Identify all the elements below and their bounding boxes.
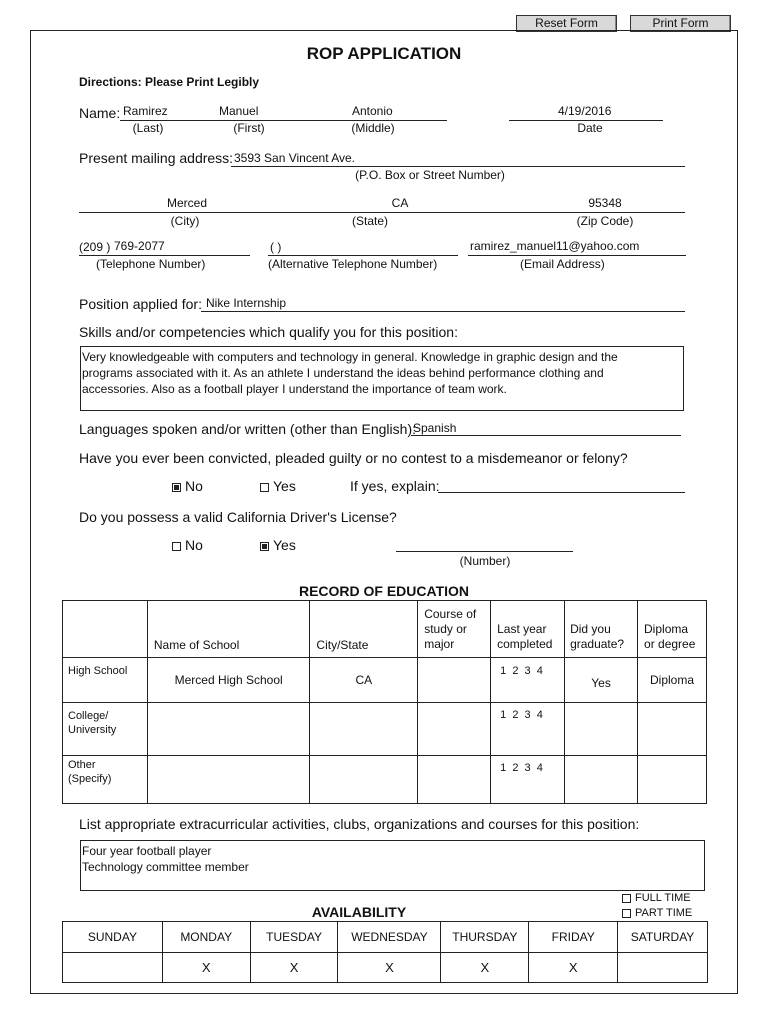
city-cell[interactable] bbox=[310, 756, 418, 804]
day-thursday: THURSDAY bbox=[441, 922, 529, 953]
email-underline bbox=[468, 255, 686, 256]
position-underline bbox=[201, 311, 685, 312]
day-sunday: SUNDAY bbox=[63, 922, 163, 953]
area-code-field[interactable]: (209 ) bbox=[79, 240, 111, 254]
middle-name-field[interactable]: Antonio bbox=[352, 104, 393, 118]
full-time-label: FULL TIME bbox=[635, 892, 691, 904]
name-label: Name: bbox=[79, 105, 121, 121]
education-row bbox=[63, 756, 707, 804]
zip-caption: (Zip Code) bbox=[576, 214, 634, 228]
full-time-checkbox[interactable] bbox=[622, 894, 631, 903]
license-no-label: No bbox=[185, 537, 203, 553]
row-label: Other (Specify) bbox=[63, 756, 148, 804]
years-cell[interactable]: 1 2 3 4 bbox=[491, 658, 565, 703]
header-last-year: Last year completed bbox=[491, 601, 565, 658]
availability-marks-row bbox=[63, 953, 708, 983]
skills-label: Skills and/or competencies which qualify you for this position: bbox=[79, 324, 458, 340]
date-caption: Date bbox=[577, 121, 603, 135]
city-cell[interactable]: CA bbox=[310, 658, 418, 703]
city-state-zip-underline bbox=[79, 212, 685, 213]
convicted-no-option[interactable] bbox=[172, 478, 203, 494]
zip-field[interactable]: 95348 bbox=[588, 196, 622, 210]
school-cell[interactable] bbox=[147, 703, 310, 756]
street-underline bbox=[231, 166, 685, 167]
license-no-checkbox[interactable] bbox=[172, 542, 181, 551]
education-row bbox=[63, 703, 707, 756]
availability-table bbox=[62, 921, 708, 983]
header-diploma: Diploma or degree bbox=[638, 601, 707, 658]
directions: Directions: Please Print Legibly bbox=[79, 75, 260, 89]
convicted-yes-label: Yes bbox=[273, 478, 296, 494]
convicted-no-checkbox[interactable] bbox=[172, 483, 181, 492]
day-monday: MONDAY bbox=[162, 922, 250, 953]
part-time-label: PART TIME bbox=[635, 907, 693, 919]
reset-form-button[interactable]: Reset Form bbox=[516, 15, 617, 32]
row-label: High School bbox=[63, 658, 148, 703]
school-cell[interactable] bbox=[147, 756, 310, 804]
email-field[interactable]: ramirez_manuel11@yahoo.com bbox=[470, 239, 640, 253]
email-caption: (Email Address) bbox=[520, 257, 605, 271]
alt-phone-caption: (Alternative Telephone Number) bbox=[268, 257, 438, 271]
license-yes-checkbox[interactable] bbox=[260, 542, 269, 551]
graduate-cell[interactable] bbox=[565, 703, 638, 756]
row-label: College/ University bbox=[63, 703, 148, 756]
major-cell[interactable] bbox=[418, 703, 491, 756]
header-city-state: City/State bbox=[310, 601, 418, 658]
mark-monday[interactable]: X bbox=[162, 953, 250, 983]
languages-label: Languages spoken and/or written (other than English): bbox=[79, 421, 416, 437]
license-question: Do you possess a valid California Driver's License? bbox=[79, 509, 397, 525]
address-label: Present mailing address: bbox=[79, 150, 234, 166]
skills-line: programs associated with it. As an athlete I understand the ideas behind performance clothing and bbox=[82, 366, 604, 380]
languages-underline bbox=[411, 435, 681, 436]
mark-wednesday[interactable]: X bbox=[338, 953, 441, 983]
availability-title: AVAILABILITY bbox=[311, 904, 407, 920]
mark-tuesday[interactable]: X bbox=[250, 953, 338, 983]
alt-phone-field[interactable]: ( ) bbox=[270, 240, 282, 254]
first-caption: (First) bbox=[233, 121, 265, 135]
degree-cell[interactable] bbox=[638, 703, 707, 756]
license-yes-label: Yes bbox=[273, 537, 296, 553]
degree-cell[interactable] bbox=[638, 756, 707, 804]
explain-label: If yes, explain: bbox=[350, 478, 440, 494]
skills-line: accessories. Also as a football player I understand the importance of team work. bbox=[82, 382, 507, 396]
convicted-no-label: No bbox=[185, 478, 203, 494]
graduate-cell[interactable] bbox=[565, 756, 638, 804]
print-form-button[interactable]: Print Form bbox=[630, 15, 731, 32]
city-field[interactable]: Merced bbox=[166, 196, 207, 210]
extracurricular-line: Four year football player bbox=[82, 844, 212, 858]
city-caption: (City) bbox=[170, 214, 200, 228]
extracurricular-textbox[interactable] bbox=[80, 840, 705, 891]
education-title: RECORD OF EDUCATION bbox=[298, 583, 470, 599]
city-cell[interactable] bbox=[310, 703, 418, 756]
full-time-option[interactable] bbox=[622, 892, 691, 904]
license-number-caption: (Number) bbox=[459, 554, 511, 568]
first-name-field[interactable]: Manuel bbox=[219, 104, 259, 118]
mark-friday[interactable]: X bbox=[529, 953, 618, 983]
license-yes-option[interactable] bbox=[260, 537, 296, 553]
mark-thursday[interactable]: X bbox=[441, 953, 529, 983]
day-wednesday: WEDNESDAY bbox=[338, 922, 441, 953]
day-saturday: SATURDAY bbox=[618, 922, 708, 953]
phone-field[interactable]: 769-2077 bbox=[114, 239, 165, 253]
education-table bbox=[62, 600, 707, 804]
education-header-row bbox=[63, 601, 707, 658]
phone-underline bbox=[79, 255, 250, 256]
convicted-yes-option[interactable] bbox=[260, 478, 296, 494]
major-cell[interactable] bbox=[418, 658, 491, 703]
license-no-option[interactable] bbox=[172, 537, 203, 553]
education-header-blank bbox=[63, 601, 148, 658]
education-row bbox=[63, 658, 707, 703]
date-field[interactable]: 4/19/2016 bbox=[558, 104, 612, 118]
years-cell[interactable]: 1 2 3 4 bbox=[491, 756, 565, 804]
position-label: Position applied for: bbox=[79, 296, 202, 312]
header-course: Course of study or major bbox=[418, 601, 491, 658]
phone-caption: (Telephone Number) bbox=[96, 257, 206, 271]
languages-field[interactable]: Spanish bbox=[413, 421, 457, 435]
last-caption: (Last) bbox=[132, 121, 164, 135]
years-cell[interactable]: 1 2 3 4 bbox=[491, 703, 565, 756]
convicted-yes-checkbox[interactable] bbox=[260, 483, 269, 492]
explain-underline[interactable] bbox=[438, 492, 685, 493]
position-field[interactable]: Nike Internship bbox=[206, 296, 287, 310]
alt-phone-underline bbox=[268, 255, 458, 256]
extracurricular-label: List appropriate extracurricular activities, clubs, organizations and courses for this position: bbox=[79, 816, 640, 832]
street-caption: (P.O. Box or Street Number) bbox=[355, 168, 505, 182]
mark-saturday[interactable] bbox=[618, 953, 708, 983]
major-cell[interactable] bbox=[418, 756, 491, 804]
mark-sunday[interactable] bbox=[63, 953, 163, 983]
form-title: ROP APPLICATION bbox=[306, 44, 462, 63]
availability-days-row bbox=[63, 922, 708, 953]
day-friday: FRIDAY bbox=[529, 922, 618, 953]
skills-line: Very knowledgeable with computers and technology in general. Knowledge in graphic design and the bbox=[82, 350, 618, 364]
skills-textbox[interactable] bbox=[80, 346, 684, 411]
state-caption: (State) bbox=[351, 214, 388, 228]
day-tuesday: TUESDAY bbox=[250, 922, 338, 953]
license-number-underline[interactable] bbox=[396, 551, 573, 552]
header-name-of-school: Name of School bbox=[147, 601, 310, 658]
extracurricular-line: Technology committee member bbox=[82, 860, 249, 874]
street-field[interactable]: 3593 San Vincent Ave. bbox=[234, 151, 355, 165]
state-field[interactable]: CA bbox=[391, 196, 409, 210]
graduate-cell[interactable]: Yes bbox=[565, 658, 638, 703]
degree-cell[interactable]: Diploma bbox=[638, 658, 707, 703]
school-cell[interactable]: Merced High School bbox=[147, 658, 310, 703]
last-name-field[interactable]: Ramirez bbox=[123, 104, 168, 118]
middle-caption: (Middle) bbox=[351, 121, 395, 135]
convicted-question: Have you ever been convicted, pleaded guilty or no contest to a misdemeanor or felony? bbox=[79, 450, 628, 466]
header-graduate: Did you graduate? bbox=[565, 601, 638, 658]
